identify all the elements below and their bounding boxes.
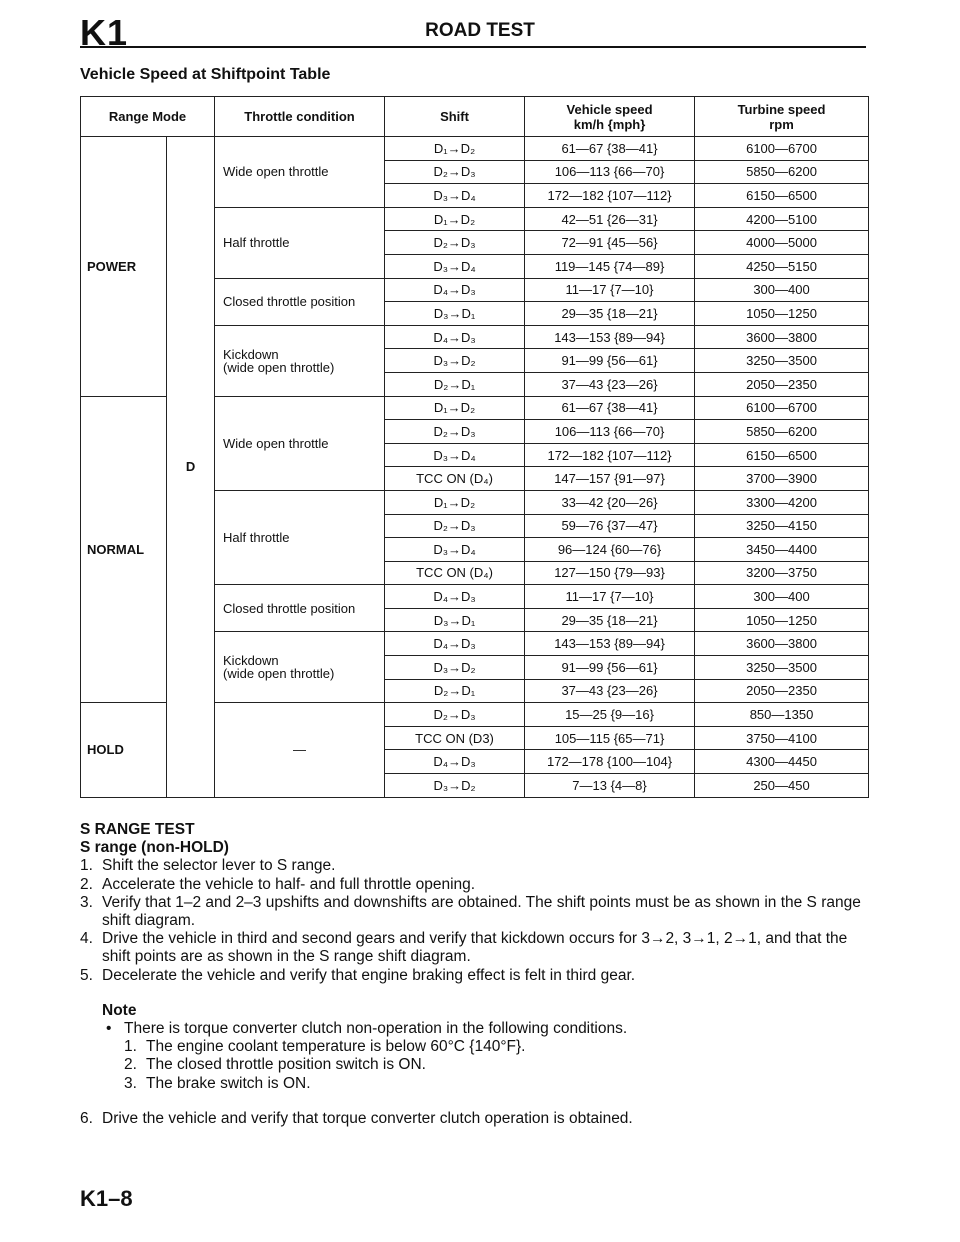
shift-cell: D₄→D₃: [385, 632, 525, 656]
page-title: ROAD TEST: [425, 20, 535, 41]
turbine-speed-cell: 6150—6500: [695, 443, 869, 467]
shift-cell: D₃→D₂: [385, 774, 525, 798]
step-text: Verify that 1–2 and 2–3 upshifts and downshifts are obtained. The shift points must be as shown in the S range shift diagram.: [102, 893, 861, 930]
vehicle-speed-cell: 147—157 {91—97}: [525, 467, 695, 491]
header-turbine-speed: Turbine speed rpm: [695, 97, 869, 137]
turbine-speed-cell: 3700—3900: [695, 467, 869, 491]
vehicle-speed-cell: 127—150 {79—93}: [525, 561, 695, 585]
turbine-speed-cell: 2050—2350: [695, 372, 869, 396]
turbine-speed-cell: 250—450: [695, 774, 869, 798]
throttle-normal-half: Half throttle: [215, 490, 385, 584]
table-title: Vehicle Speed at Shiftpoint Table: [80, 66, 331, 83]
note-item-number: 3.: [124, 1074, 137, 1092]
table-header-row: [81, 97, 869, 137]
shift-cell: TCC ON (D₄): [385, 561, 525, 585]
s-range-subtitle: S range (non-HOLD): [80, 839, 229, 857]
turbine-speed-cell: 3200—3750: [695, 561, 869, 585]
procedure-step: [80, 876, 870, 894]
turbine-speed-cell: 3600—3800: [695, 632, 869, 656]
vehicle-speed-cell: 37—43 {23—26}: [525, 679, 695, 703]
procedure-step: [80, 967, 870, 985]
shift-cell: D₁→D₂: [385, 396, 525, 420]
mode-normal: NORMAL: [81, 396, 167, 703]
turbine-speed-cell: 3750—4100: [695, 726, 869, 750]
note-block: [80, 1002, 870, 1093]
step-number: 3.: [80, 893, 93, 911]
turbine-speed-cell: 3250—3500: [695, 656, 869, 680]
header-range-mode: Range Mode: [81, 97, 215, 137]
note-item: [124, 1038, 870, 1056]
note-item-number: 1.: [124, 1038, 137, 1056]
note-item-text: The closed throttle position switch is ON.: [146, 1056, 426, 1074]
throttle-power-wide-open: Wide open throttle: [215, 137, 385, 208]
vehicle-speed-cell: 11—17 {7—10}: [525, 585, 695, 609]
s-range-test-section: [80, 821, 870, 1128]
note-bullet: [102, 1020, 870, 1038]
turbine-speed-cell: 5850—6200: [695, 160, 869, 184]
note-item-text: The brake switch is ON.: [146, 1074, 311, 1092]
vehicle-speed-cell: 106—113 {66—70}: [525, 420, 695, 444]
procedure-step: [80, 857, 870, 875]
shift-cell: D₃→D₄: [385, 254, 525, 278]
page-number: K1–8: [80, 1186, 133, 1211]
throttle-power-kickdown: Kickdown (wide open throttle): [215, 325, 385, 396]
turbine-speed-cell: 1050—1250: [695, 302, 869, 326]
throttle-normal-wide-open: Wide open throttle: [215, 396, 385, 490]
turbine-speed-cell: 850—1350: [695, 703, 869, 727]
bullet-icon: •: [106, 1020, 112, 1038]
s-range-title: S RANGE TEST: [80, 821, 195, 838]
vehicle-speed-cell: 172—182 {107—112}: [525, 184, 695, 208]
note-item-number: 2.: [124, 1056, 137, 1074]
vehicle-speed-cell: 37—43 {23—26}: [525, 372, 695, 396]
procedure-step: [80, 930, 870, 966]
turbine-speed-cell: 4300—4450: [695, 750, 869, 774]
note-title: Note: [102, 1001, 137, 1019]
shift-cell: TCC ON (D3): [385, 726, 525, 750]
note-item: [124, 1075, 870, 1093]
vehicle-speed-cell: 72—91 {45—56}: [525, 231, 695, 255]
header-shift: Shift: [385, 97, 525, 137]
note-item: [124, 1056, 870, 1074]
shift-cell: D₁→D₂: [385, 137, 525, 161]
step-number: 6.: [80, 1109, 93, 1127]
range-d: D: [167, 137, 215, 798]
vehicle-speed-cell: 91—99 {56—61}: [525, 656, 695, 680]
vehicle-speed-cell: 29—35 {18—21}: [525, 302, 695, 326]
step-number: 2.: [80, 875, 93, 893]
note-bullet-text: There is torque converter clutch non-operation in the following conditions.: [124, 1020, 628, 1038]
step-text: Shift the selector lever to S range.: [102, 857, 336, 875]
vehicle-speed-cell: 119—145 {74—89}: [525, 254, 695, 278]
vehicle-speed-cell: 15—25 {9—16}: [525, 703, 695, 727]
vehicle-speed-cell: 105—115 {65—71}: [525, 726, 695, 750]
procedure-step: [80, 1110, 870, 1128]
header-vehicle-speed: Vehicle speed km/h {mph}: [525, 97, 695, 137]
vehicle-speed-cell: 29—35 {18—21}: [525, 608, 695, 632]
step-text: Decelerate the vehicle and verify that engine braking effect is felt in third gear.: [102, 966, 636, 984]
mode-power: POWER: [81, 137, 167, 397]
step-number: 1.: [80, 857, 93, 875]
turbine-speed-cell: 6100—6700: [695, 396, 869, 420]
vehicle-speed-cell: 11—17 {7—10}: [525, 278, 695, 302]
shift-cell: D₂→D₁: [385, 372, 525, 396]
shift-cell: D₄→D₃: [385, 278, 525, 302]
step-number: 4.: [80, 930, 93, 948]
vehicle-speed-cell: 143—153 {89—94}: [525, 632, 695, 656]
turbine-speed-cell: 2050—2350: [695, 679, 869, 703]
shift-cell: D₃→D₁: [385, 302, 525, 326]
step-text: Drive the vehicle and verify that torque converter clutch operation is obtained.: [102, 1109, 633, 1127]
shift-cell: D₂→D₃: [385, 160, 525, 184]
shift-cell: D₃→D₁: [385, 608, 525, 632]
vehicle-speed-cell: 61—67 {38—41}: [525, 396, 695, 420]
turbine-speed-cell: 5850—6200: [695, 420, 869, 444]
turbine-speed-cell: 300—400: [695, 585, 869, 609]
shiftpoint-table: [80, 96, 869, 798]
shift-cell: D₄→D₃: [385, 325, 525, 349]
table-row: [81, 137, 869, 161]
turbine-speed-cell: 4200—5100: [695, 207, 869, 231]
shift-cell: D₂→D₃: [385, 231, 525, 255]
throttle-power-closed: Closed throttle position: [215, 278, 385, 325]
turbine-speed-cell: 6150—6500: [695, 184, 869, 208]
shift-cell: D₄→D₃: [385, 585, 525, 609]
shift-cell: D₂→D₃: [385, 703, 525, 727]
header-throttle-condition: Throttle condition: [215, 97, 385, 137]
shift-cell: D₁→D₂: [385, 490, 525, 514]
vehicle-speed-cell: 172—178 {100—104}: [525, 750, 695, 774]
step-text: Accelerate the vehicle to half- and full throttle opening.: [102, 875, 476, 893]
turbine-speed-cell: 3450—4400: [695, 538, 869, 562]
step-number: 5.: [80, 966, 93, 984]
shift-cell: D₂→D₁: [385, 679, 525, 703]
shift-cell: D₂→D₃: [385, 420, 525, 444]
shift-cell: D₄→D₃: [385, 750, 525, 774]
shift-cell: D₃→D₂: [385, 349, 525, 373]
vehicle-speed-cell: 33—42 {20—26}: [525, 490, 695, 514]
section-code: K1: [80, 12, 129, 53]
vehicle-speed-cell: 61—67 {38—41}: [525, 137, 695, 161]
turbine-speed-cell: 6100—6700: [695, 137, 869, 161]
mode-hold: HOLD: [81, 703, 167, 797]
turbine-speed-cell: 3600—3800: [695, 325, 869, 349]
step-text: Drive the vehicle in third and second gears and verify that kickdown occurs for 3→2, 3→1, 2→1, and that the shift points are as shown in the S range shift diagram.: [102, 930, 848, 966]
turbine-speed-cell: 3250—4150: [695, 514, 869, 538]
shift-cell: D₃→D₂: [385, 656, 525, 680]
turbine-speed-cell: 4250—5150: [695, 254, 869, 278]
header-rule: [80, 46, 866, 48]
throttle-normal-kickdown: Kickdown (wide open throttle): [215, 632, 385, 703]
throttle-power-half: Half throttle: [215, 207, 385, 278]
turbine-speed-cell: 3300—4200: [695, 490, 869, 514]
turbine-speed-cell: 3250—3500: [695, 349, 869, 373]
vehicle-speed-cell: 106—113 {66—70}: [525, 160, 695, 184]
shift-cell: TCC ON (D₄): [385, 467, 525, 491]
vehicle-speed-cell: 96—124 {60—76}: [525, 538, 695, 562]
shift-cell: D₃→D₄: [385, 538, 525, 562]
turbine-speed-cell: 4000—5000: [695, 231, 869, 255]
shift-cell: D₃→D₄: [385, 184, 525, 208]
vehicle-speed-cell: 42—51 {26—31}: [525, 207, 695, 231]
turbine-speed-cell: 300—400: [695, 278, 869, 302]
shift-cell: D₃→D₄: [385, 443, 525, 467]
vehicle-speed-cell: 59—76 {37—47}: [525, 514, 695, 538]
vehicle-speed-cell: 91—99 {56—61}: [525, 349, 695, 373]
throttle-normal-closed: Closed throttle position: [215, 585, 385, 632]
note-item-text: The engine coolant temperature is below 60°C {140°F}.: [146, 1038, 526, 1056]
vehicle-speed-cell: 7—13 {4—8}: [525, 774, 695, 798]
procedure-step: [80, 894, 870, 930]
turbine-speed-cell: 1050—1250: [695, 608, 869, 632]
vehicle-speed-cell: 143—153 {89—94}: [525, 325, 695, 349]
vehicle-speed-cell: 172—182 {107—112}: [525, 443, 695, 467]
throttle-hold-none: —: [215, 703, 385, 797]
shift-cell: D₁→D₂: [385, 207, 525, 231]
shift-cell: D₂→D₃: [385, 514, 525, 538]
